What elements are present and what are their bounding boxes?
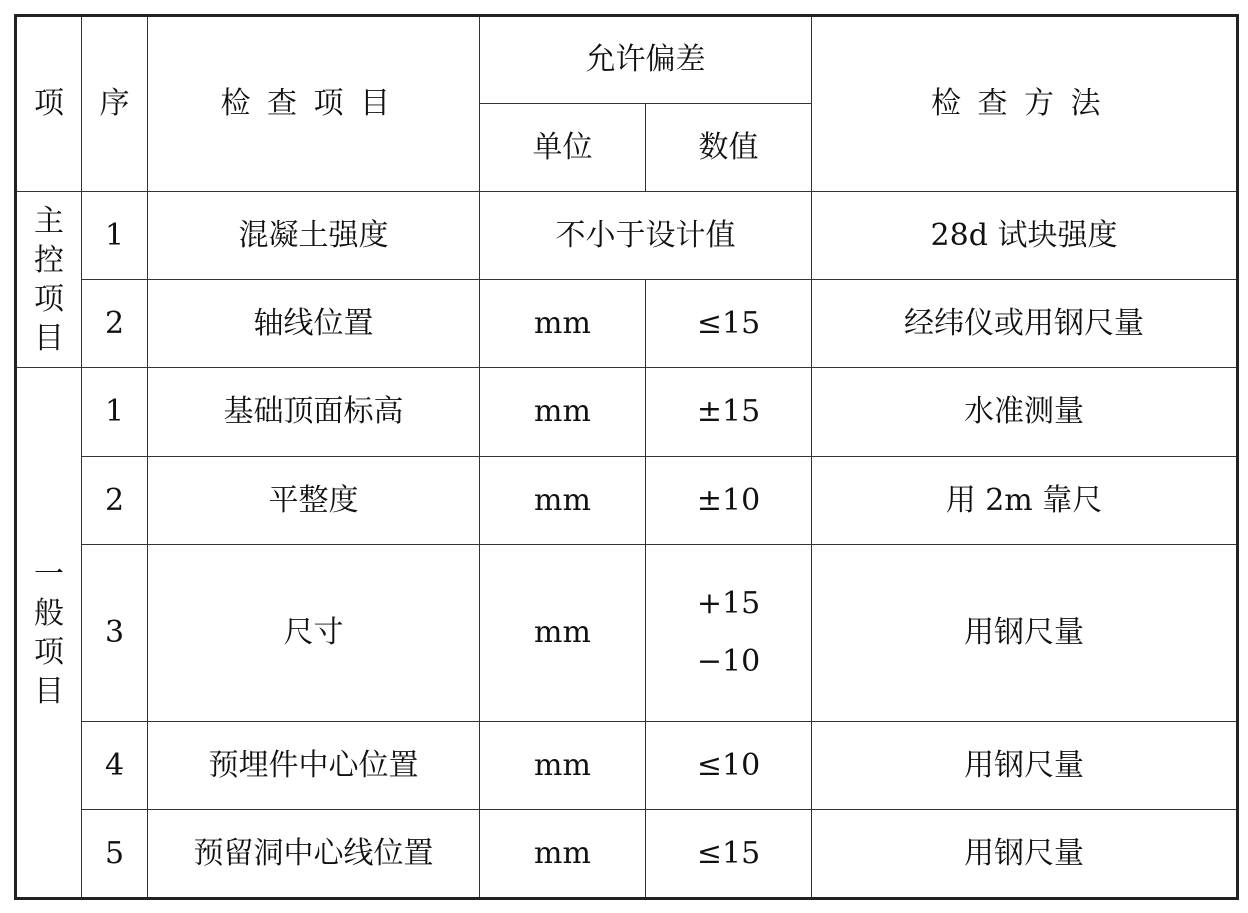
header-value: 数值	[646, 104, 812, 192]
table-row	[16, 810, 1238, 899]
group-label-main	[16, 192, 82, 368]
row-seq: 3	[82, 545, 148, 722]
row-unit: mm	[480, 280, 646, 368]
row-item: 尺寸	[148, 545, 480, 722]
row-item: 预埋件中心位置	[148, 722, 480, 810]
value-range-stack	[697, 586, 760, 680]
value-lower: −10	[696, 644, 761, 679]
row-value: ≤15	[646, 280, 812, 368]
header-item: 检查项目	[148, 16, 480, 192]
row-value: ≤10	[646, 722, 812, 810]
inspection-table	[14, 14, 1239, 900]
table-row	[16, 545, 1238, 722]
row-unit: mm	[480, 722, 646, 810]
row-method: 水准测量	[812, 368, 1238, 457]
row-item: 预留洞中心线位置	[148, 810, 480, 899]
row-method: 经纬仪或用钢尺量	[812, 280, 1238, 368]
header-row-1	[16, 16, 1238, 104]
row-unit: mm	[480, 810, 646, 899]
group-label-general	[16, 368, 82, 899]
row-value: ±10	[646, 457, 812, 545]
table-row	[16, 368, 1238, 457]
table-row	[16, 457, 1238, 545]
row-unit: mm	[480, 457, 646, 545]
header-unit: 单位	[480, 104, 646, 192]
row-seq: 5	[82, 810, 148, 899]
row-seq: 2	[82, 457, 148, 545]
table-row	[16, 722, 1238, 810]
row-unit: mm	[480, 368, 646, 457]
row-seq: 1	[82, 192, 148, 280]
row-method: 用钢尺量	[812, 810, 1238, 899]
row-seq: 1	[82, 368, 148, 457]
row-value: ≤15	[646, 810, 812, 899]
row-item: 基础顶面标高	[148, 368, 480, 457]
row-value-range	[646, 545, 812, 722]
row-seq: 4	[82, 722, 148, 810]
row-item: 轴线位置	[148, 280, 480, 368]
row-method: 用钢尺量	[812, 722, 1238, 810]
value-upper: +15	[696, 586, 761, 621]
row-method: 28d 试块强度	[812, 192, 1238, 280]
header-tolerance: 允许偏差	[480, 16, 812, 104]
row-item: 混凝土强度	[148, 192, 480, 280]
header-method: 检查方法	[812, 16, 1238, 192]
row-method: 用钢尺量	[812, 545, 1238, 722]
header-category: 项	[16, 16, 82, 192]
group-label-text: 一般项目	[34, 556, 64, 709]
table-row	[16, 192, 1238, 280]
row-seq: 2	[82, 280, 148, 368]
row-item: 平整度	[148, 457, 480, 545]
row-method: 用 2m 靠尺	[812, 457, 1238, 545]
table-row	[16, 280, 1238, 368]
header-seq: 序	[82, 16, 148, 192]
row-tolerance-merged: 不小于设计值	[480, 192, 812, 280]
row-value: ±15	[646, 368, 812, 457]
row-unit: mm	[480, 545, 646, 722]
group-label-text: 主控项目	[34, 203, 64, 356]
